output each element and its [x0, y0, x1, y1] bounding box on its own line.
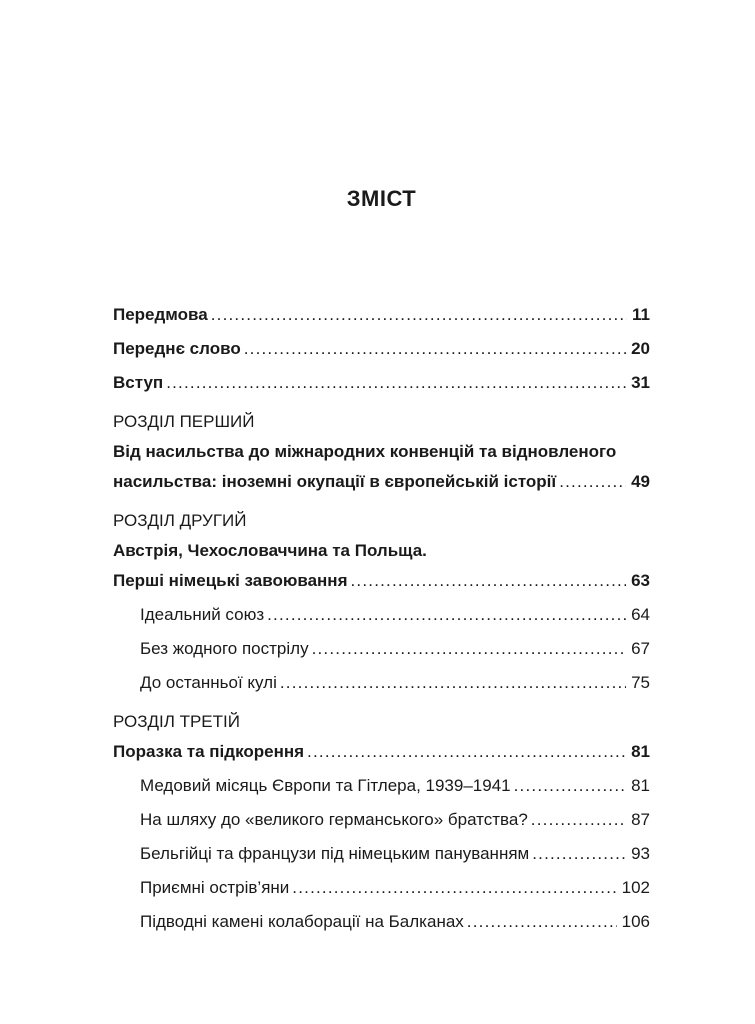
dot-leader: [351, 566, 627, 596]
toc-entry-label: насильства: іноземні окупації в європейській історії: [113, 472, 557, 491]
toc-entry-page: 20: [631, 339, 650, 358]
toc-entry-preline: Від насильства до міжнародних конвенцій та відновленого: [113, 442, 617, 461]
toc-entry[interactable]: [113, 873, 650, 903]
toc-entry-prelines: [113, 536, 650, 566]
toc-entry-page: 63: [631, 571, 650, 590]
dot-leader: [280, 668, 626, 698]
toc-entry[interactable]: [113, 368, 650, 398]
toc-entry[interactable]: [113, 600, 650, 630]
toc-entry[interactable]: [113, 737, 650, 767]
toc-entry-page: 31: [631, 373, 650, 392]
dot-leader: [292, 873, 616, 903]
toc-entry-label: Передмова: [113, 305, 208, 324]
page-title: ЗМІСТ: [346, 186, 417, 211]
toc-entry-label: Ідеальний союз: [140, 605, 265, 624]
toc-entry-label: Приємні острів’яни: [140, 878, 290, 897]
toc-entry-page: 102: [621, 878, 650, 897]
dot-leader: [244, 334, 626, 364]
dot-leader: [531, 805, 626, 835]
chapter-heading: РОЗДІЛ ДРУГИЙ: [113, 511, 247, 530]
dot-leader: [559, 467, 626, 497]
toc-entry-page: 81: [631, 776, 650, 795]
toc-entry-label: Перші німецькі завоювання: [113, 571, 348, 590]
toc-entry-preline: Австрія, Чехословаччина та Польща.: [113, 541, 427, 560]
dot-leader: [307, 737, 626, 767]
toc-entry-label: На шляху до «великого германського» братства?: [140, 810, 528, 829]
toc-entry[interactable]: [113, 437, 650, 497]
toc-entry[interactable]: [113, 536, 650, 596]
toc-entry-page: 11: [632, 305, 650, 324]
toc-entry-page: 49: [631, 472, 650, 491]
toc-entry[interactable]: [113, 805, 650, 835]
toc-entry[interactable]: [113, 907, 650, 937]
dot-leader: [514, 771, 626, 801]
dot-leader: [211, 300, 627, 330]
toc-entry-label: Переднє слово: [113, 339, 241, 358]
toc-entry[interactable]: [113, 839, 650, 869]
toc-entry-page: 93: [631, 844, 650, 863]
toc-content: [113, 186, 650, 937]
toc-entry-label: Вступ: [113, 373, 164, 392]
toc-entry-label: Підводні камені колаборації на Балканах: [140, 912, 464, 931]
toc-entry-page: 75: [631, 673, 650, 692]
chapter-heading: РОЗДІЛ ПЕРШИЙ: [113, 412, 255, 431]
dot-leader: [166, 368, 626, 398]
chapter-heading: РОЗДІЛ ТРЕТІЙ: [113, 712, 240, 731]
dot-leader: [312, 634, 627, 664]
toc-entry-label: Без жодного пострілу: [140, 639, 309, 658]
toc-entry-label: Поразка та підкорення: [113, 742, 305, 761]
toc-entry-page: 67: [631, 639, 650, 658]
toc-entry[interactable]: [113, 300, 650, 330]
toc-entry-label: Бельгійці та французи під німецьким пануванням: [140, 844, 530, 863]
toc-list: [113, 300, 650, 937]
toc-entry[interactable]: [113, 334, 650, 364]
toc-entry-page: 64: [631, 605, 650, 624]
toc-entry[interactable]: [113, 668, 650, 698]
toc-entry-page: 87: [631, 810, 650, 829]
dot-leader: [267, 600, 626, 630]
dot-leader: [532, 839, 626, 869]
toc-entry-page: 106: [621, 912, 650, 931]
toc-entry-label: Медовий місяць Європи та Гітлера, 1939–1941: [140, 776, 511, 795]
toc-entry[interactable]: [113, 634, 650, 664]
toc-entry-page: 81: [631, 742, 650, 761]
toc-entry-prelines: [113, 437, 650, 467]
toc-entry-label: До останньої кулі: [140, 673, 277, 692]
dot-leader: [467, 907, 617, 937]
toc-entry[interactable]: [113, 771, 650, 801]
